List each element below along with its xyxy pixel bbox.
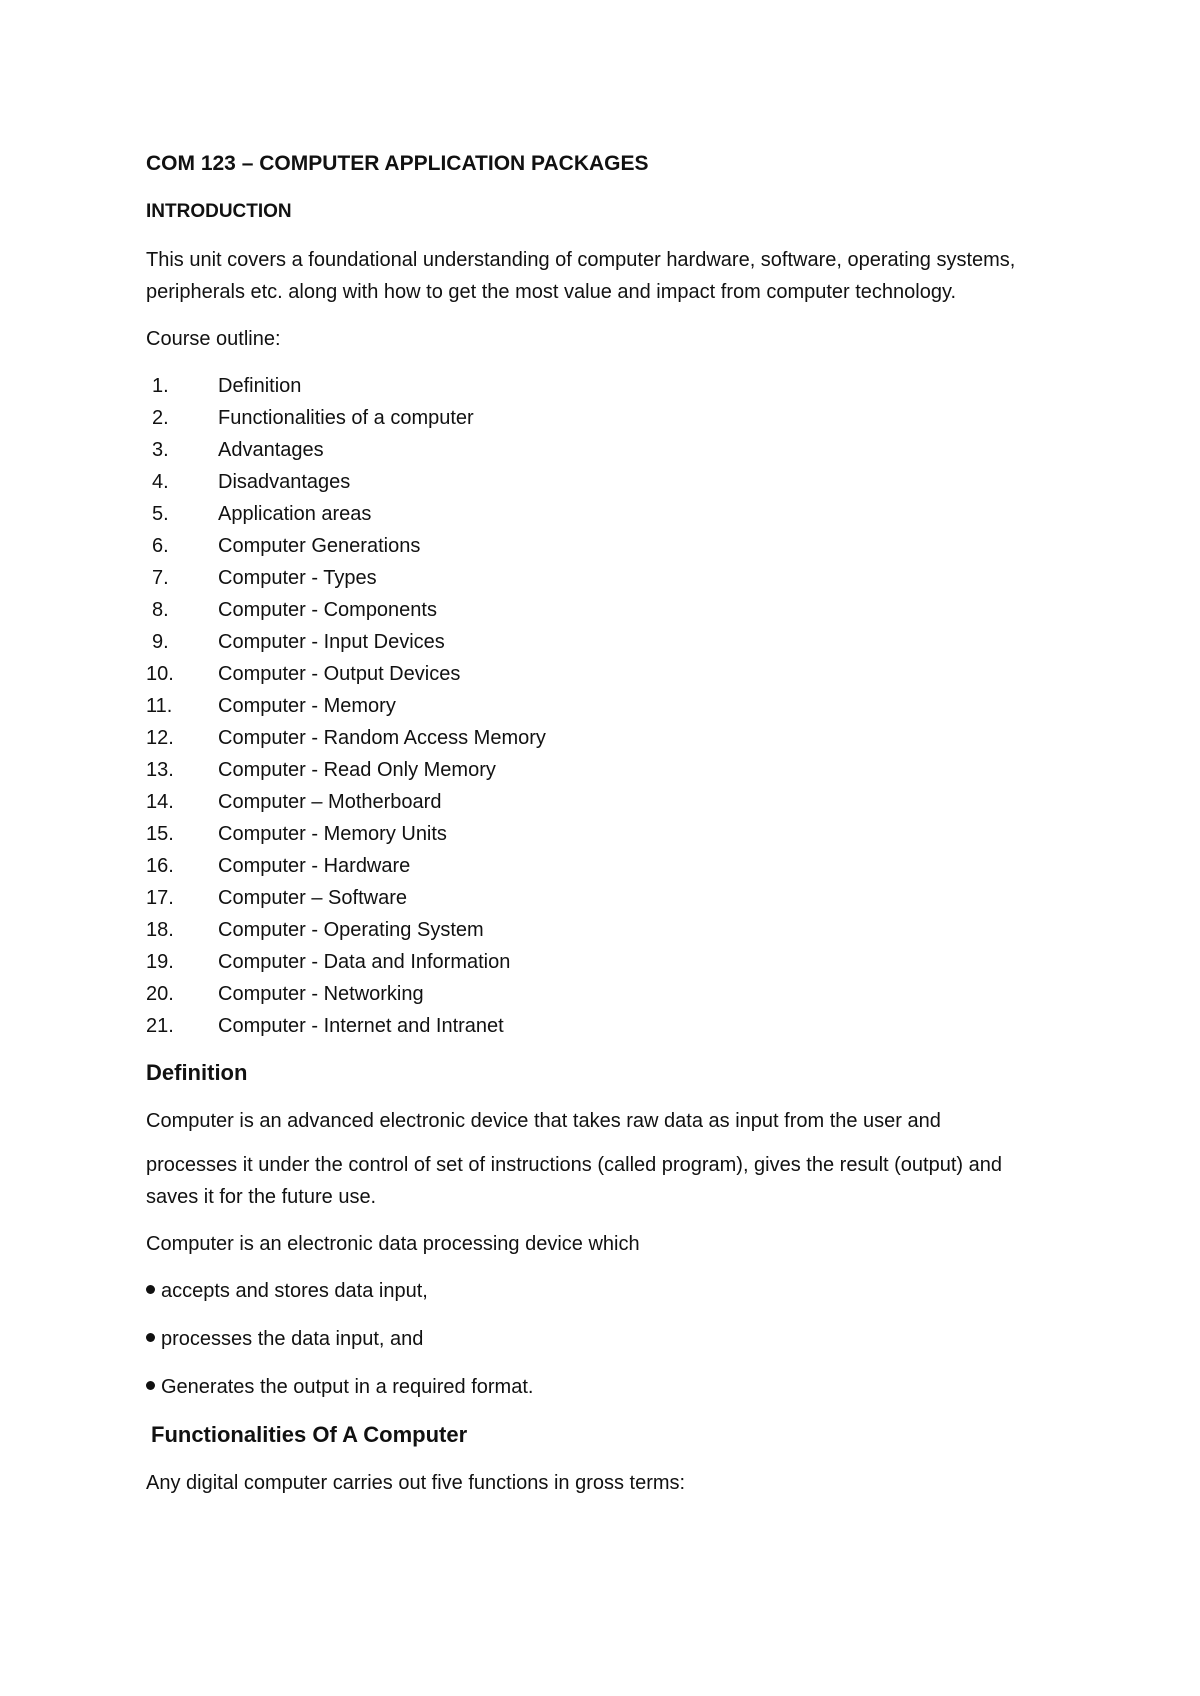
outline-item-number: 11. [146, 695, 173, 717]
outline-item-text: Computer - Memory Units [218, 823, 447, 845]
outline-item-number: 7. [152, 567, 169, 589]
outline-item-text: Computer - Random Access Memory [218, 727, 546, 749]
outline-item-number: 15. [146, 823, 174, 845]
outline-item [146, 786, 1046, 818]
bullet-text: Generates the output in a required format. [161, 1376, 534, 1398]
outline-item-number: 19. [146, 951, 174, 973]
outline-item [146, 658, 1046, 690]
outline-item [146, 882, 1046, 914]
outline-item [146, 434, 1046, 466]
outline-item-text: Computer - Data and Information [218, 951, 511, 973]
bullet-icon [146, 1381, 155, 1390]
definition-paragraph-1: Computer is an advanced electronic device that takes raw data as input from the user and [146, 1110, 941, 1132]
bullet-item [146, 1323, 1046, 1355]
document-title: COM 123 – COMPUTER APPLICATION PACKAGES [146, 152, 649, 175]
outline-item-number: 13. [146, 759, 174, 781]
outline-item-text: Computer - Read Only Memory [218, 759, 496, 781]
outline-item [146, 626, 1046, 658]
outline-item [146, 594, 1046, 626]
outline-item-text: Functionalities of a computer [218, 407, 474, 429]
bullet-icon [146, 1285, 155, 1294]
outline-item [146, 850, 1046, 882]
outline-item-number: 21. [146, 1015, 174, 1037]
definition-paragraph-3: Computer is an electronic data processing device which [146, 1233, 640, 1255]
outline-item-text: Computer - Types [218, 567, 377, 589]
outline-item [146, 690, 1046, 722]
definition-heading: Definition [146, 1060, 248, 1085]
intro-heading: INTRODUCTION [146, 201, 292, 222]
outline-item-number: 2. [152, 407, 169, 429]
outline-item-text: Disadvantages [218, 471, 351, 493]
outline-item-text: Computer - Input Devices [218, 631, 445, 653]
bullet-icon [146, 1333, 155, 1342]
outline-item-text: Definition [218, 375, 302, 397]
outline-item [146, 818, 1046, 850]
outline-item-number: 8. [152, 599, 169, 621]
outline-item-number: 9. [152, 631, 169, 653]
outline-item-text: Computer – Software [218, 887, 407, 909]
outline-item-number: 5. [152, 503, 169, 525]
outline-item [146, 978, 1046, 1010]
outline-item [146, 530, 1046, 562]
outline-item [146, 754, 1046, 786]
outline-item-number: 10. [146, 663, 174, 685]
outline-label: Course outline: [146, 328, 281, 350]
outline-item [146, 498, 1046, 530]
outline-item-text: Computer - Internet and Intranet [218, 1015, 504, 1037]
outline-item [146, 722, 1046, 754]
outline-item-number: 6. [152, 535, 169, 557]
outline-item-text: Computer - Operating System [218, 919, 484, 941]
outline-item-number: 4. [152, 471, 169, 493]
definition-paragraph-2: processes it under the control of set of instructions (called program), gives the result (output) and saves it for the future use. [146, 1154, 1002, 1208]
outline-item [146, 914, 1046, 946]
outline-item-text: Computer Generations [218, 535, 421, 557]
outline-item-number: 16. [146, 855, 174, 877]
outline-item-number: 18. [146, 919, 174, 941]
outline-item-number: 3. [152, 439, 169, 461]
outline-item-text: Computer - Networking [218, 983, 424, 1005]
outline-item [146, 1010, 1046, 1042]
outline-item [146, 466, 1046, 498]
outline-item-text: Computer - Memory [218, 695, 396, 717]
functionalities-paragraph: Any digital computer carries out five functions in gross terms: [146, 1472, 686, 1494]
outline-item-number: 14. [146, 791, 174, 813]
outline-item [146, 946, 1046, 978]
outline-item-text: Computer - Components [218, 599, 437, 621]
outline-item-text: Computer – Motherboard [218, 791, 442, 813]
outline-item [146, 370, 1046, 402]
outline-item-text: Application areas [218, 503, 372, 525]
outline-item-number: 20. [146, 983, 174, 1005]
outline-item [146, 562, 1046, 594]
outline-item-number: 12. [146, 727, 174, 749]
bullet-item [146, 1371, 1046, 1403]
document-page [146, 148, 1046, 1514]
outline-item-text: Computer - Hardware [218, 855, 411, 877]
bullet-text: processes the data input, and [161, 1328, 424, 1350]
outline-item-number: 17. [146, 887, 174, 909]
functionalities-heading: Functionalities Of A Computer [151, 1422, 468, 1447]
course-outline-list [146, 370, 1046, 1042]
bullet-text: accepts and stores data input, [161, 1280, 428, 1302]
outline-item [146, 402, 1046, 434]
intro-paragraph: This unit covers a foundational understanding of computer hardware, software, operating systems, peripherals etc. along with how to get the most value and impact from computer technology. [146, 249, 1016, 303]
outline-item-text: Advantages [218, 439, 324, 461]
outline-item-text: Computer - Output Devices [218, 663, 461, 685]
outline-item-number: 1. [152, 375, 169, 397]
bullet-item [146, 1275, 1046, 1307]
